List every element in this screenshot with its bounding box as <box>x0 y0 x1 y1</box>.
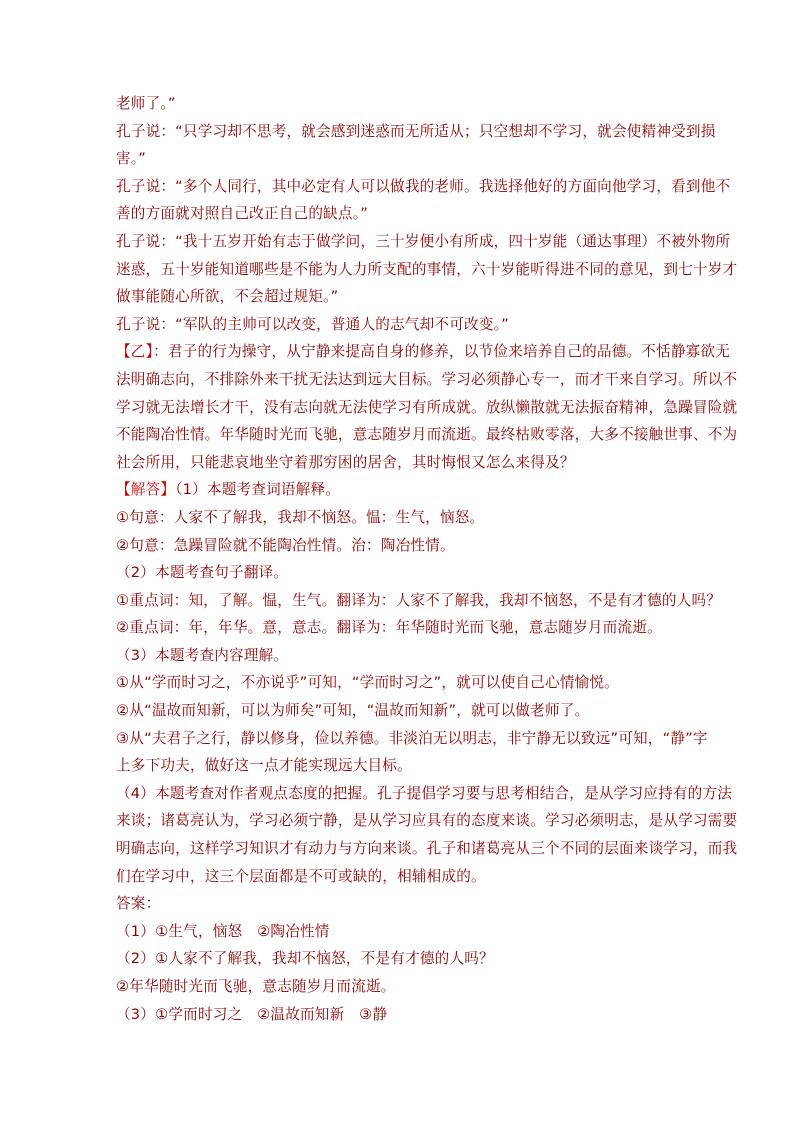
text-line: ①重点词：知，了解。愠，生气。翻译为：人家不了解我，我却不恼怒，不是有才德的人吗？ <box>116 591 722 609</box>
text-line: 不能陶冶性情。年华随时光而飞驰，意志随岁月而流逝。最终枯败零落，大多不接触世事、不为 <box>116 426 738 444</box>
text-line: （4）本题考查对作者观点态度的把握。孔子提倡学习要与思考相结合，是从学习应持有的方法 <box>116 784 733 802</box>
text-line: 孔子说：“只学习却不思考，就会感到迷惑而无所适从；只空想却不学习，就会使精神受到损 <box>116 122 716 140</box>
text-line: 法明确志向，不排除外来干扰无法达到远大目标。学习必须静心专一，而才干来自学习。所以不 <box>116 370 738 388</box>
text-line: 做事能随心所欲，不会超过规矩。” <box>116 288 339 306</box>
text-line: ②重点词：年，年华。意，意志。翻译为：年华随时光而飞驰，意志随岁月而流逝。 <box>116 619 662 637</box>
text-line: 孔子说：“我十五岁开始有志于做学问，三十岁便小有所成，四十岁能（通达事理）不被外物所 <box>116 232 731 250</box>
answer-text: （1）本题考查词语解释。 <box>175 481 341 499</box>
text-line: 学习就无法增长才干，没有志向就无法使学习有所成就。放纵懒散就无法振奋精神，急躁冒险就 <box>116 398 738 416</box>
text-line: 善的方面就对照自己改正自己的缺点。” <box>116 205 368 223</box>
text-line: （2）本题考查句子翻译。 <box>116 564 289 582</box>
text-line: ②从“温故而知新，可以为师矣”可知，“温故而知新”，就可以做老师了。 <box>116 702 590 720</box>
yi-paragraph-first-line <box>116 338 731 366</box>
text-line: 们在学习中，这三个层面都是不可或缺的，相辅相成的。 <box>116 867 486 885</box>
answer-tag: 【解答】 <box>116 481 176 499</box>
text-line: 害。” <box>116 150 147 168</box>
text-line: 来谈；诸葛亮认为，学习必须宁静，是从学习应具有的态度来谈。学习必须明志，是从学习需要 <box>116 812 738 830</box>
text-line: ②句意：急躁冒险就不能陶冶性情。治：陶冶性情。 <box>116 536 455 554</box>
yi-tag: 【乙】 <box>116 343 154 361</box>
text-line: 答案： <box>116 895 161 913</box>
answer-first-line <box>116 476 696 504</box>
text-line: ①句意：人家不了解我，我却不恼怒。愠：生气，恼怒。 <box>116 508 485 526</box>
text-line: 孔子说：“军队的主帅可以改变，普通人的志气却不可改变。” <box>116 315 509 333</box>
text-line: ③从“夫君子之行，静以修身，俭以养德。非淡泊无以明志，非宁静无以致远”可知，“静”字 <box>116 729 708 747</box>
text-line: （3）①学而时习之 ②温故而知新 ③静 <box>116 1005 388 1023</box>
text-line: （1）①生气，恼怒 ②陶冶性情 <box>116 922 330 940</box>
text-line: （2）①人家不了解我，我却不恼怒，不是有才德的人吗？ <box>116 950 494 968</box>
text-line: （3）本题考查内容理解。 <box>116 646 289 664</box>
text-line: 迷惑，五十岁能知道哪些是不能为人力所支配的事情，六十岁能听得进不同的意见，到七十岁才 <box>116 260 738 278</box>
text-line: 社会所用，只能悲哀地坐守着那穷困的居舍，其时悔恨又怎么来得及？ <box>116 453 575 471</box>
document-body <box>116 90 738 1028</box>
text-line: 孔子说：“多个人同行，其中必定有人可以做我的老师。我选择他好的方面向他学习，看到他不 <box>116 177 731 195</box>
text-line: 老师了。” <box>116 95 176 112</box>
text-line: 明确志向，这样学习知识才有动力与方向来谈。孔子和诸葛亮从三个不同的层面来谈学习，而我 <box>116 840 738 858</box>
yi-text: ：君子的行为操守，从宁静来提高自身的修养，以节俭来培养自己的品德。不恬静寡欲无 <box>153 343 731 361</box>
text-line: ②年华随时光而飞驰，意志随岁月而流逝。 <box>116 978 396 995</box>
text-line: ①从“学而时习之，不亦说乎”可知，“学而时习之”，就可以使自己心情愉悦。 <box>116 674 619 692</box>
text-line: 上多下功夫，做好这一点才能实现远大目标。 <box>116 757 412 775</box>
